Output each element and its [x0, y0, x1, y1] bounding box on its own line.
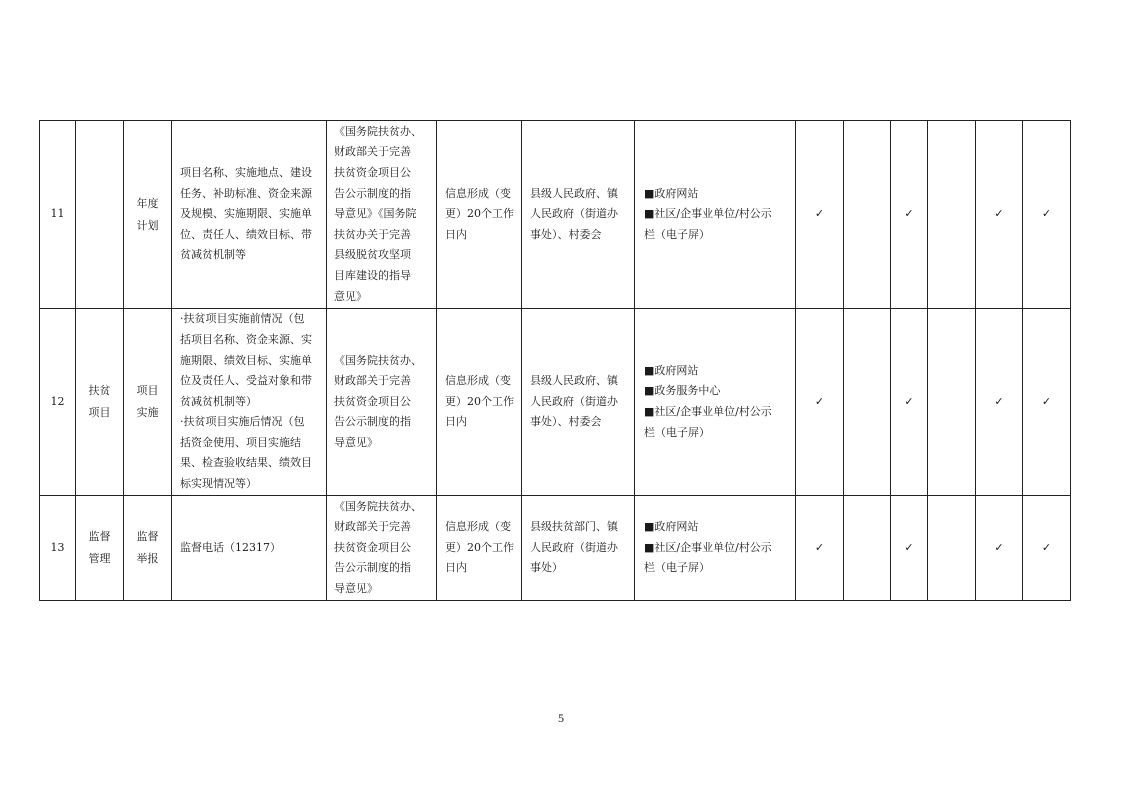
- content-line: ·扶贫项目实施前情况（包: [180, 312, 305, 326]
- channel-cell: [635, 496, 796, 601]
- channel-line: ■政务服务中心: [644, 384, 721, 398]
- channel-line: ■政府网站: [644, 186, 699, 200]
- subject-line: 县级人民政府、镇: [530, 374, 618, 388]
- table-body: [40, 121, 1071, 601]
- channel-cell: [635, 121, 796, 309]
- empty-check-cell: [928, 121, 976, 309]
- subject-line: 县级扶贫部门、镇: [530, 520, 618, 534]
- basis-line: 财政部关于完善: [334, 145, 411, 159]
- time-limit-line: 信息形成（变: [445, 186, 511, 200]
- check-mark-cell: ✓: [976, 309, 1023, 496]
- content-cell: [172, 496, 327, 601]
- category-line: 管理: [88, 552, 111, 565]
- subcategory-cell: [124, 309, 172, 496]
- empty-check-cell: [844, 121, 891, 309]
- check-mark-cell: ✓: [891, 496, 928, 601]
- subcategory-line: 计划: [136, 218, 159, 232]
- basis-line: 目库建设的指导: [334, 268, 411, 282]
- category-cell: [76, 496, 124, 601]
- channel-line: ■社区/企事业单位/村公示: [644, 405, 772, 418]
- basis-line: 扶贫资金项目公: [334, 540, 411, 554]
- basis-line: 县级脱贫攻坚项: [334, 248, 411, 262]
- basis-line: 扶贫资金项目公: [334, 166, 411, 180]
- basis-line: 意见》: [334, 289, 367, 303]
- empty-check-cell: [844, 496, 891, 601]
- basis-line: 《国务院扶贫办、: [334, 499, 422, 513]
- channel-line: 栏（电子屏）: [644, 227, 710, 241]
- channel-line: 栏（电子屏）: [644, 425, 710, 439]
- time-limit-line: 更）20个工作: [445, 394, 514, 408]
- row-number: 13: [40, 496, 76, 601]
- subject-line: 事处）、村委会: [530, 227, 602, 241]
- subject-line: 人民政府（街道办: [530, 207, 618, 221]
- time-limit-line: 日内: [445, 227, 467, 241]
- check-mark-cell: ✓: [1023, 121, 1071, 309]
- time-limit-line: 日内: [445, 415, 467, 429]
- content-line: 位及责任人、受益对象和带: [180, 374, 312, 388]
- basis-line: 扶贫办关于完善: [334, 227, 411, 241]
- time-limit-cell: [437, 121, 522, 309]
- category-cell: [76, 309, 124, 496]
- check-mark-cell: ✓: [976, 121, 1023, 309]
- table-row: [40, 496, 1071, 601]
- basis-cell: [327, 309, 437, 496]
- channel-cell: [635, 309, 796, 496]
- row-number: 11: [40, 121, 76, 309]
- time-limit-cell: [437, 309, 522, 496]
- empty-check-cell: [928, 309, 976, 496]
- category-line: 项目: [88, 406, 111, 419]
- subcategory-line: 监督: [136, 530, 159, 543]
- time-limit-line: 信息形成（变: [445, 520, 511, 534]
- content-line: 果、检查验收结果、绩效目: [180, 456, 312, 470]
- check-mark-cell: ✓: [976, 496, 1023, 601]
- empty-check-cell: [928, 496, 976, 601]
- check-mark-cell: ✓: [891, 121, 928, 309]
- channel-line: ■社区/企事业单位/村公示: [644, 540, 772, 554]
- basis-line: 财政部关于完善: [334, 520, 411, 534]
- category-cell: [76, 121, 124, 309]
- content-line: 位、责任人、绩效目标、带: [180, 227, 312, 241]
- channel-line: ■政府网站: [644, 363, 699, 377]
- content-line: 及规模、实施期限、实施单: [180, 207, 312, 221]
- content-line: 施期限、绩效目标、实施单: [180, 353, 312, 367]
- subcategory-cell: [124, 496, 172, 601]
- subject-line: 人民政府（街道办: [530, 540, 618, 554]
- basis-line: 财政部关于完善: [334, 374, 411, 388]
- page-number: 5: [558, 711, 564, 725]
- basis-line: 告公示制度的指: [334, 415, 411, 429]
- subject-cell: [522, 121, 635, 309]
- content-line: 项目名称、实施地点、建设: [180, 166, 312, 180]
- subject-line: 事处）、村委会: [530, 415, 602, 429]
- empty-check-cell: [844, 309, 891, 496]
- check-mark-cell: ✓: [1023, 496, 1071, 601]
- content-line: ·扶贫项目实施后情况（包: [180, 415, 305, 429]
- content-line: 贫减贫机制等）: [180, 394, 257, 408]
- category-line: 扶贫: [88, 384, 111, 397]
- time-limit-line: 更）20个工作: [445, 540, 514, 554]
- content-line: 贫减贫机制等: [180, 248, 246, 262]
- subcategory-line: 实施: [136, 406, 159, 419]
- subject-cell: [522, 309, 635, 496]
- subject-line: 人民政府（街道办: [530, 394, 618, 408]
- channel-line: ■社区/企事业单位/村公示: [644, 207, 772, 221]
- subcategory-cell: [124, 121, 172, 309]
- basis-line: 告公示制度的指: [334, 186, 411, 200]
- basis-line: 导意见》《国务院: [334, 207, 417, 221]
- check-mark-cell: ✓: [891, 309, 928, 496]
- table-row: [40, 121, 1071, 309]
- basis-line: 导意见》: [334, 581, 378, 595]
- basis-line: 导意见》: [334, 435, 378, 449]
- basis-line: 《国务院扶贫办、: [334, 353, 422, 367]
- check-mark-cell: ✓: [796, 121, 844, 309]
- channel-line: 栏（电子屏）: [644, 561, 710, 575]
- disclosure-table: [39, 120, 1071, 601]
- subcategory-line: 项目: [136, 384, 159, 397]
- time-limit-line: 信息形成（变: [445, 374, 511, 388]
- basis-cell: [327, 496, 437, 601]
- row-number: 12: [40, 309, 76, 496]
- basis-line: 扶贫资金项目公: [334, 394, 411, 408]
- basis-line: 告公示制度的指: [334, 561, 411, 575]
- subject-line: 县级人民政府、镇: [530, 186, 618, 200]
- basis-line: 《国务院扶贫办、: [334, 124, 422, 138]
- subject-cell: [522, 496, 635, 601]
- content-line: 任务、补助标准、资金来源: [180, 186, 312, 200]
- time-limit-line: 日内: [445, 561, 467, 575]
- content-cell: [172, 309, 327, 496]
- time-limit-cell: [437, 496, 522, 601]
- content-cell: [172, 121, 327, 309]
- subject-line: 事处）: [530, 561, 563, 575]
- content-line: 括项目名称、资金来源、实: [180, 332, 312, 346]
- table-row: [40, 309, 1071, 496]
- category-line: 监督: [88, 530, 111, 543]
- check-mark-cell: ✓: [1023, 309, 1071, 496]
- check-mark-cell: ✓: [796, 309, 844, 496]
- subcategory-line: 年度: [136, 196, 159, 210]
- channel-line: ■政府网站: [644, 520, 699, 534]
- basis-cell: [327, 121, 437, 309]
- subcategory-line: 举报: [136, 552, 159, 565]
- check-mark-cell: ✓: [796, 496, 844, 601]
- content-line: 括资金使用、项目实施结: [180, 435, 301, 449]
- content-line: 标实现情况等）: [180, 477, 257, 491]
- time-limit-line: 更）20个工作: [445, 207, 514, 221]
- content-line: 监督电话（12317）: [180, 540, 281, 554]
